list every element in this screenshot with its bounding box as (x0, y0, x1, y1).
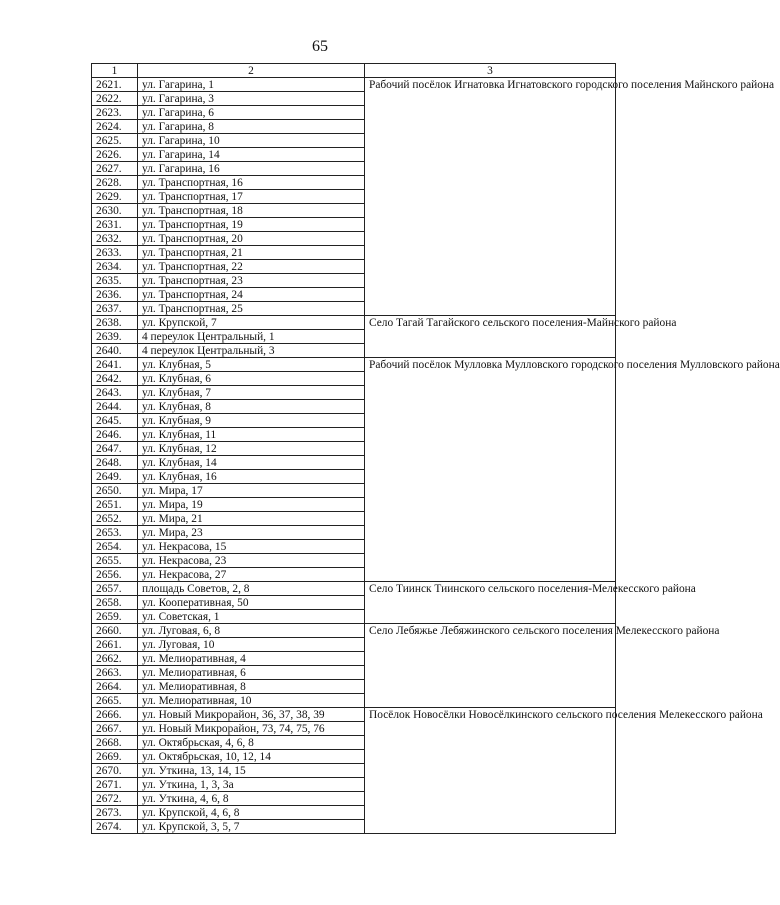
row-address: ул. Гагарина, 10 (138, 134, 365, 148)
row-address: ул. Транспортная, 22 (138, 260, 365, 274)
row-address: ул. Мелиоративная, 6 (138, 666, 365, 680)
table-row (92, 316, 616, 330)
row-number: 2629. (92, 190, 138, 204)
row-address: ул. Транспортная, 18 (138, 204, 365, 218)
row-address: ул. Мира, 23 (138, 526, 365, 540)
row-number: 2671. (92, 778, 138, 792)
row-number: 2670. (92, 764, 138, 778)
row-number: 2633. (92, 246, 138, 260)
row-address: ул. Октябрьская, 4, 6, 8 (138, 736, 365, 750)
location-cell: Рабочий посёлок Мулловка Мулловского городского поселения Мулловского района (365, 358, 616, 582)
row-address: ул. Мелиоративная, 4 (138, 652, 365, 666)
row-address: ул. Клубная, 12 (138, 442, 365, 456)
header-row (92, 64, 616, 78)
row-number: 2667. (92, 722, 138, 736)
column-header-number: 1 (92, 64, 138, 78)
row-number: 2672. (92, 792, 138, 806)
row-number: 2630. (92, 204, 138, 218)
row-number: 2649. (92, 470, 138, 484)
row-address: ул. Клубная, 5 (138, 358, 365, 372)
location-cell: Село Тагай Тагайского сельского поселения-Майнского района (365, 316, 616, 358)
row-number: 2622. (92, 92, 138, 106)
row-address: 4 переулок Центральный, 1 (138, 330, 365, 344)
row-number: 2655. (92, 554, 138, 568)
row-number: 2627. (92, 162, 138, 176)
row-address: ул. Гагарина, 3 (138, 92, 365, 106)
row-number: 2654. (92, 540, 138, 554)
row-number: 2674. (92, 820, 138, 834)
row-address: ул. Транспортная, 21 (138, 246, 365, 260)
column-header-location: 3 (365, 64, 616, 78)
row-address: ул. Клубная, 6 (138, 372, 365, 386)
row-number: 2624. (92, 120, 138, 134)
row-number: 2631. (92, 218, 138, 232)
location-cell: Село Лебяжье Лебяжинского сельского поселения Мелекесского района (365, 624, 616, 708)
row-address: ул. Транспортная, 25 (138, 302, 365, 316)
row-address: ул. Транспортная, 24 (138, 288, 365, 302)
row-number: 2623. (92, 106, 138, 120)
row-address: ул. Мелиоративная, 8 (138, 680, 365, 694)
row-address: ул. Клубная, 8 (138, 400, 365, 414)
table-row (92, 78, 616, 92)
row-number: 2626. (92, 148, 138, 162)
row-number: 2628. (92, 176, 138, 190)
table-row (92, 358, 616, 372)
table-row (92, 582, 616, 596)
row-address: ул. Луговая, 6, 8 (138, 624, 365, 638)
table-row (92, 624, 616, 638)
row-number: 2639. (92, 330, 138, 344)
row-number: 2668. (92, 736, 138, 750)
row-number: 2650. (92, 484, 138, 498)
row-address: ул. Гагарина, 16 (138, 162, 365, 176)
row-number: 2644. (92, 400, 138, 414)
row-number: 2664. (92, 680, 138, 694)
row-address: ул. Новый Микрорайон, 73, 74, 75, 76 (138, 722, 365, 736)
row-number: 2638. (92, 316, 138, 330)
row-number: 2641. (92, 358, 138, 372)
row-number: 2621. (92, 78, 138, 92)
row-address: ул. Мелиоративная, 10 (138, 694, 365, 708)
address-table (91, 63, 780, 834)
row-address: ул. Транспортная, 19 (138, 218, 365, 232)
page-number: 65 (312, 38, 328, 55)
row-number: 2632. (92, 232, 138, 246)
row-address: ул. Транспортная, 20 (138, 232, 365, 246)
row-number: 2673. (92, 806, 138, 820)
row-address: ул. Кооперативная, 50 (138, 596, 365, 610)
row-number: 2659. (92, 610, 138, 624)
row-address: ул. Некрасова, 15 (138, 540, 365, 554)
row-address: ул. Гагарина, 1 (138, 78, 365, 92)
row-number: 2635. (92, 274, 138, 288)
row-number: 2651. (92, 498, 138, 512)
row-number: 2660. (92, 624, 138, 638)
row-address: ул. Луговая, 10 (138, 638, 365, 652)
row-address: ул. Клубная, 16 (138, 470, 365, 484)
row-address: ул. Крупской, 7 (138, 316, 365, 330)
row-address: ул. Клубная, 11 (138, 428, 365, 442)
row-address: ул. Гагарина, 14 (138, 148, 365, 162)
row-address: 4 переулок Центральный, 3 (138, 344, 365, 358)
row-address: ул. Транспортная, 16 (138, 176, 365, 190)
row-number: 2642. (92, 372, 138, 386)
row-number: 2648. (92, 456, 138, 470)
row-number: 2653. (92, 526, 138, 540)
row-number: 2646. (92, 428, 138, 442)
row-number: 2658. (92, 596, 138, 610)
row-address: ул. Гагарина, 6 (138, 106, 365, 120)
row-address: ул. Транспортная, 23 (138, 274, 365, 288)
row-address: ул. Некрасова, 23 (138, 554, 365, 568)
row-address: ул. Уткина, 1, 3, 3а (138, 778, 365, 792)
row-address: ул. Мира, 21 (138, 512, 365, 526)
row-number: 2663. (92, 666, 138, 680)
row-number: 2666. (92, 708, 138, 722)
row-number: 2647. (92, 442, 138, 456)
row-address: ул. Некрасова, 27 (138, 568, 365, 582)
row-number: 2662. (92, 652, 138, 666)
location-cell: Село Тиинск Тиинского сельского поселения-Мелекесского района (365, 582, 616, 624)
row-address: ул. Новый Микрорайон, 36, 37, 38, 39 (138, 708, 365, 722)
row-address: ул. Мира, 17 (138, 484, 365, 498)
row-number: 2665. (92, 694, 138, 708)
row-address: ул. Гагарина, 8 (138, 120, 365, 134)
row-address: ул. Клубная, 9 (138, 414, 365, 428)
table-row (92, 708, 616, 722)
row-number: 2657. (92, 582, 138, 596)
row-number: 2669. (92, 750, 138, 764)
row-number: 2636. (92, 288, 138, 302)
row-number: 2661. (92, 638, 138, 652)
row-address: ул. Октябрьская, 10, 12, 14 (138, 750, 365, 764)
row-address: ул. Уткина, 4, 6, 8 (138, 792, 365, 806)
row-address: ул. Крупской, 4, 6, 8 (138, 806, 365, 820)
row-number: 2656. (92, 568, 138, 582)
row-number: 2640. (92, 344, 138, 358)
row-address: ул. Крупской, 3, 5, 7 (138, 820, 365, 834)
row-number: 2637. (92, 302, 138, 316)
row-address: ул. Клубная, 14 (138, 456, 365, 470)
row-address: ул. Клубная, 7 (138, 386, 365, 400)
location-cell: Рабочий посёлок Игнатовка Игнатовского городского поселения Майнского района (365, 78, 616, 316)
row-address: площадь Советов, 2, 8 (138, 582, 365, 596)
table-body (92, 78, 780, 834)
row-address: ул. Советская, 1 (138, 610, 365, 624)
location-cell: Посёлок Новосёлки Новосёлкинского сельского поселения Мелекесского района (365, 708, 616, 834)
row-number: 2634. (92, 260, 138, 274)
row-address: ул. Мира, 19 (138, 498, 365, 512)
column-header-address: 2 (138, 64, 365, 78)
row-number: 2652. (92, 512, 138, 526)
row-number: 2625. (92, 134, 138, 148)
row-number: 2643. (92, 386, 138, 400)
row-address: ул. Транспортная, 17 (138, 190, 365, 204)
row-number: 2645. (92, 414, 138, 428)
row-address: ул. Уткина, 13, 14, 15 (138, 764, 365, 778)
